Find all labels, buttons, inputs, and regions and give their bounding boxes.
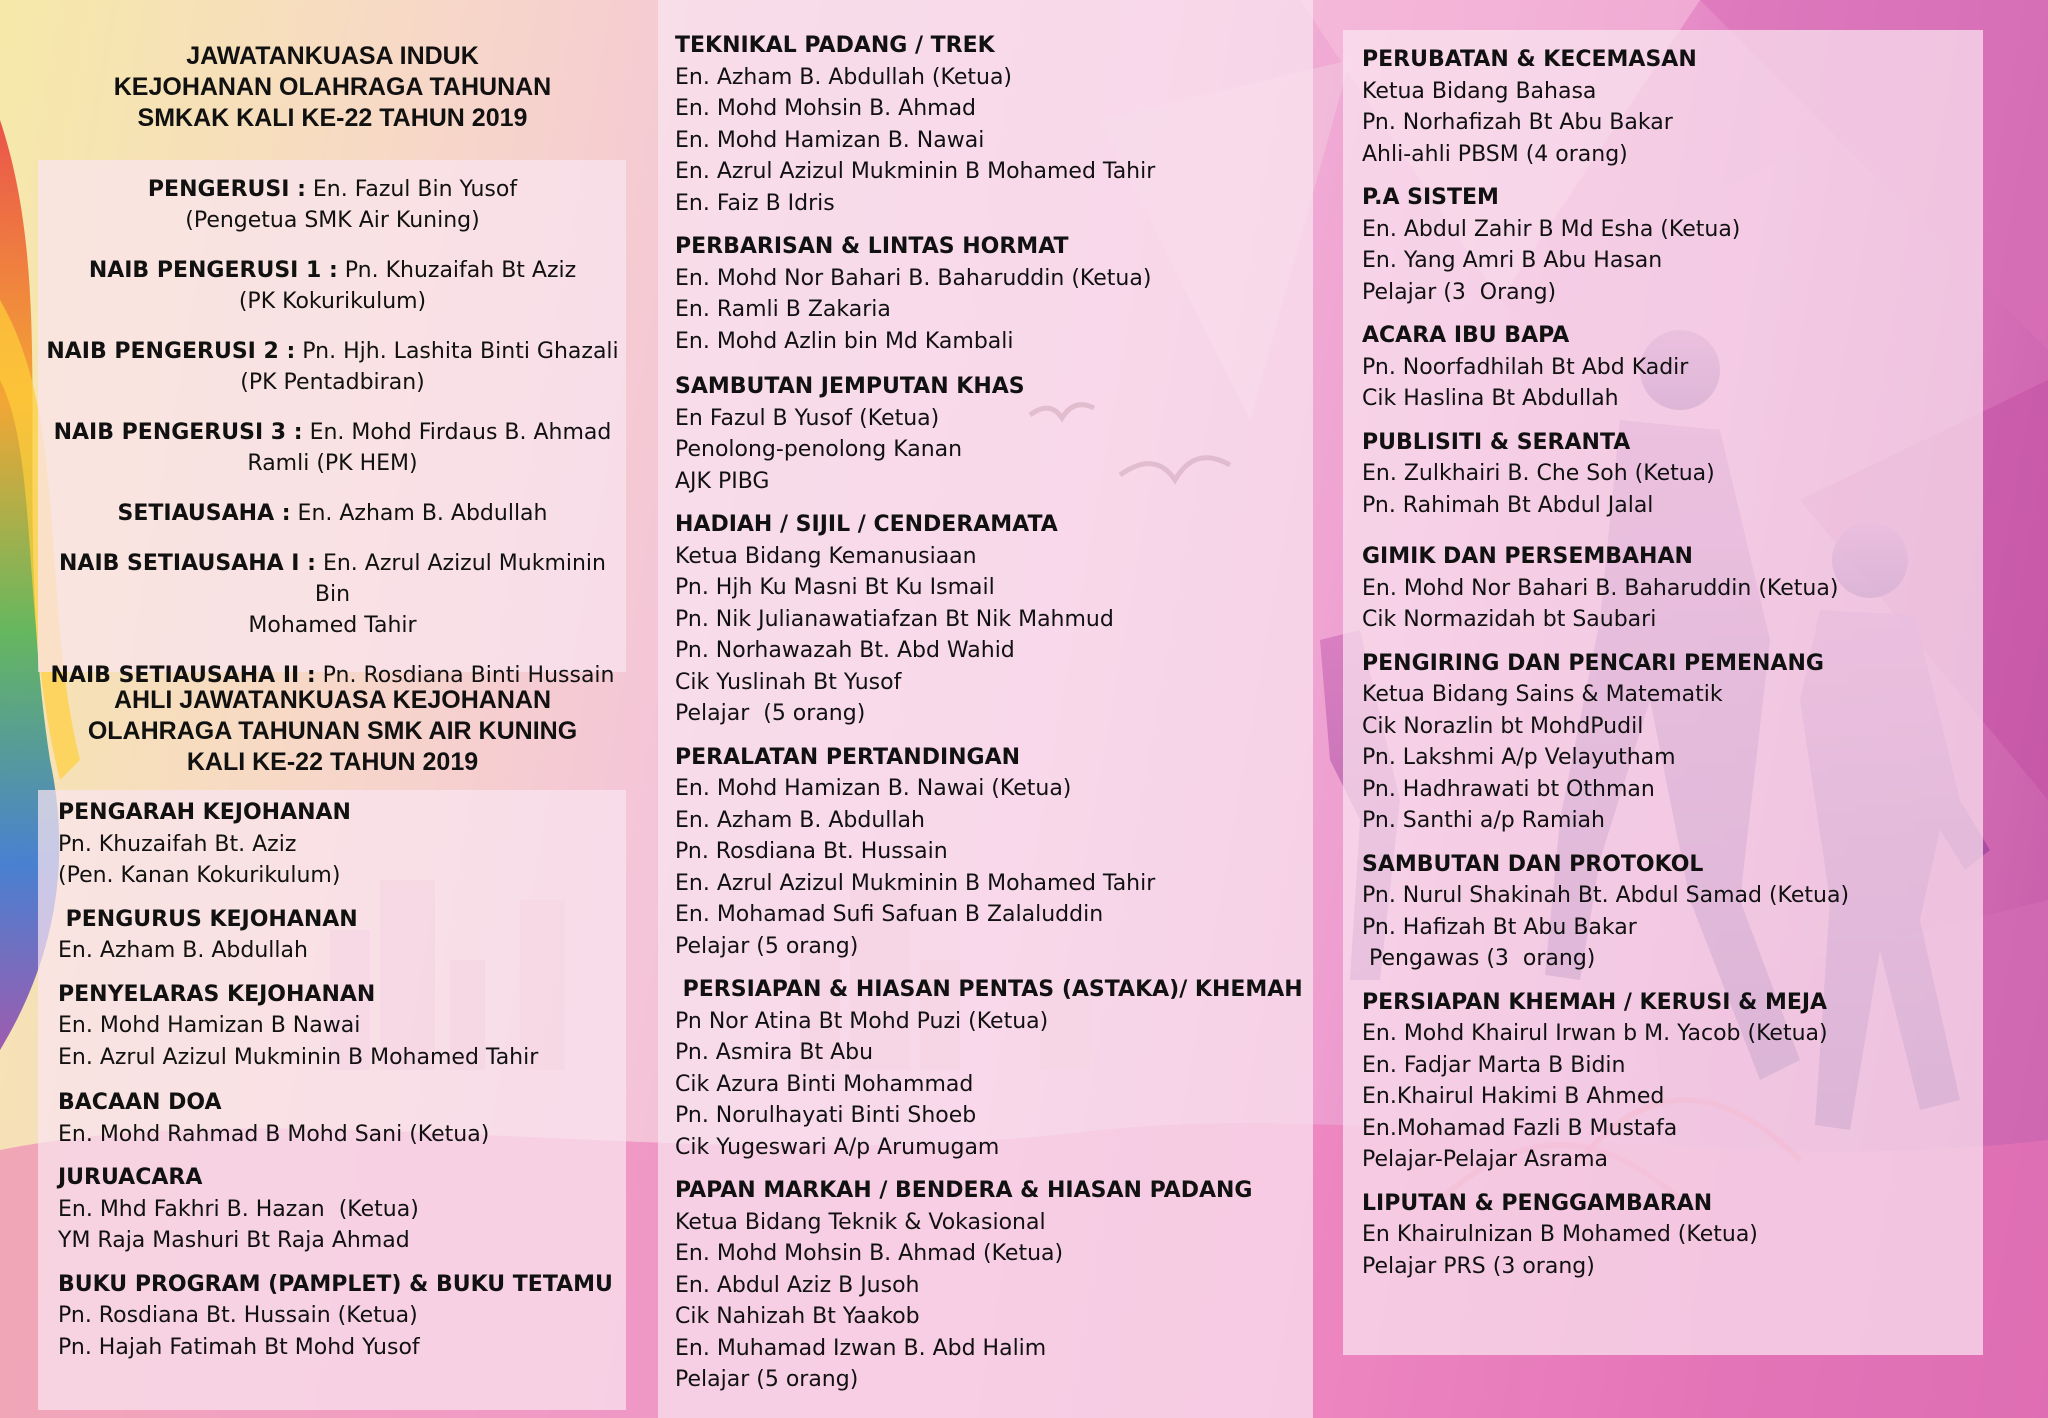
committee-section bbox=[1362, 849, 1982, 975]
member-name: Cik Norazlin bt MohdPudil bbox=[1362, 713, 1644, 739]
induk-name: Pn. Hjh. Lashita Binti Ghazali bbox=[295, 339, 619, 364]
member-name: En. Muhamad Izwan B. Abd Halim bbox=[675, 1335, 1047, 1361]
section-heading: PENGURUS KEJOHANAN bbox=[58, 906, 358, 932]
committee-section bbox=[58, 904, 618, 967]
induk-role: SETIAUSAHA : bbox=[117, 501, 291, 526]
member-name: Ketua Bidang Kemanusiaan bbox=[675, 543, 977, 569]
member-name: Pn Nor Atina Bt Mohd Puzi (Ketua) bbox=[675, 1008, 1049, 1034]
member-name: AJK PIBG bbox=[675, 468, 770, 494]
committee-section bbox=[675, 231, 1305, 357]
induk-name: Pn. Khuzaifah Bt Aziz bbox=[337, 258, 577, 283]
member-name: En. Azham B. Abdullah bbox=[675, 807, 925, 833]
member-name: En. Azham B. Abdullah bbox=[58, 938, 308, 963]
member-name: En. Mohd Nor Bahari B. Baharuddin (Ketua) bbox=[675, 265, 1152, 291]
committee-section bbox=[1362, 987, 1982, 1176]
section-heading: LIPUTAN & PENGGAMBARAN bbox=[1362, 1190, 1713, 1216]
induk-entry bbox=[40, 174, 625, 236]
committee-section bbox=[1362, 320, 1982, 415]
committee-section bbox=[675, 974, 1305, 1163]
committee-section bbox=[675, 371, 1305, 497]
induk-role: NAIB SETIAUSAHA I : bbox=[59, 551, 316, 576]
member-name: Pelajar-Pelajar Asrama bbox=[1362, 1147, 1608, 1172]
member-name: Penolong-penolong Kanan bbox=[675, 437, 963, 462]
member-name: En. Mohd Hamizan B. Nawai bbox=[675, 127, 985, 153]
member-name: Pn. Noorfadhilah Bt Abd Kadir bbox=[1362, 354, 1689, 380]
induk-subtitle: (Pengetua SMK Air Kuning) bbox=[185, 208, 480, 233]
member-name: En. Zulkhairi B. Che Soh (Ketua) bbox=[1362, 461, 1715, 486]
member-name: En. Faiz B Idris bbox=[675, 190, 835, 216]
member-name: (Pen. Kanan Kokurikulum) bbox=[58, 863, 341, 888]
committee-section bbox=[1362, 44, 1982, 170]
committee-section bbox=[1362, 648, 1982, 837]
section-heading: ACARA IBU BAPA bbox=[1362, 323, 1570, 348]
committee-section bbox=[1362, 182, 1982, 308]
column-3 bbox=[1362, 44, 1982, 1294]
section-heading: TEKNIKAL PADANG / TREK bbox=[675, 33, 995, 58]
member-name: Cik Yugeswari A/p Arumugam bbox=[675, 1134, 1000, 1160]
member-name: En. Azrul Azizul Mukminin B Mohamed Tahir bbox=[675, 870, 1156, 896]
induk-role: PENGERUSI : bbox=[147, 177, 306, 202]
section-heading: PENGARAH KEJOHANAN bbox=[58, 800, 351, 825]
member-name: Pn. Lakshmi A/p Velayutham bbox=[1362, 745, 1676, 770]
member-name: Pelajar (5 orang) bbox=[675, 701, 866, 726]
column-2 bbox=[675, 30, 1305, 1408]
committee-section bbox=[1362, 541, 1982, 636]
member-name: En. Azrul Azizul Mukminin B Mohamed Tahir bbox=[675, 159, 1156, 184]
member-name: Pn. Rosdiana Bt. Hussain bbox=[675, 839, 948, 864]
section-heading: HADIAH / SIJIL / CENDERAMATA bbox=[675, 512, 1058, 537]
member-name: En. Mohd Khairul Irwan b M. Yacob (Ketua) bbox=[1362, 1021, 1828, 1046]
member-name: En. Abdul Zahir B Md Esha (Ketua) bbox=[1362, 216, 1741, 242]
member-name: Pn. Norulhayati Binti Shoeb bbox=[675, 1103, 977, 1128]
ahli-title: AHLI JAWATANKUASA KEJOHANAN OLAHRAGA TAHUNAN SMK AIR KUNING KALI KE-22 TAHUN 2019 bbox=[87, 686, 578, 776]
induk-entry bbox=[40, 548, 625, 641]
member-name: Pelajar PRS (3 orang) bbox=[1362, 1253, 1595, 1279]
main-title: JAWATANKUASA INDUK KEJOHANAN OLAHRAGA TAHUNAN SMKAK KALI KE-22 TAHUN 2019 bbox=[113, 42, 552, 132]
member-name: Pn. Hjh Ku Masni Bt Ku Ismail bbox=[675, 575, 995, 600]
member-name: En. Ramli B Zakaria bbox=[675, 297, 891, 322]
member-name: En. Mohd Mohsin B. Ahmad (Ketua) bbox=[675, 1241, 1064, 1266]
committee-section bbox=[1362, 427, 1982, 522]
member-name: Ketua Bidang Teknik & Vokasional bbox=[675, 1209, 1046, 1235]
member-name: En. Mohd Hamizan B Nawai bbox=[58, 1013, 361, 1038]
induk-subtitle: Mohamed Tahir bbox=[248, 613, 417, 638]
member-name: Cik Azura Binti Mohammad bbox=[675, 1071, 974, 1097]
member-name: Cik Nahizah Bt Yaakob bbox=[675, 1304, 920, 1329]
member-name: Pn. Hafizah Bt Abu Bakar bbox=[1362, 914, 1637, 940]
section-heading: JURUACARA bbox=[58, 1165, 203, 1190]
induk-name: En. Azham B. Abdullah bbox=[290, 501, 548, 526]
member-name: En. Mohd Mohsin B. Ahmad bbox=[675, 96, 977, 121]
committee-section bbox=[675, 509, 1305, 730]
committee-section bbox=[58, 797, 618, 892]
member-name: Ketua Bidang Sains & Matematik bbox=[1362, 682, 1723, 707]
member-name: En.Khairul Hakimi B Ahmed bbox=[1362, 1084, 1665, 1109]
member-name: Pn. Khuzaifah Bt. Aziz bbox=[58, 831, 297, 857]
section-heading: SAMBUTAN DAN PROTOKOL bbox=[1362, 851, 1704, 877]
section-heading: PERSIAPAN KHEMAH / KERUSI & MEJA bbox=[1362, 989, 1828, 1015]
induk-role: NAIB PENGERUSI 2 : bbox=[46, 339, 296, 364]
induk-subtitle: (PK Pentadbiran) bbox=[240, 370, 425, 395]
induk-name: En. Fazul Bin Yusof bbox=[305, 177, 518, 202]
section-heading: BACAAN DOA bbox=[58, 1090, 222, 1115]
induk-list bbox=[40, 174, 625, 710]
member-name: En. Mohd Rahmad B Mohd Sani (Ketua) bbox=[58, 1121, 490, 1147]
member-name: Cik Normazidah bt Saubari bbox=[1362, 607, 1657, 632]
induk-role: NAIB PENGERUSI 1 : bbox=[88, 258, 338, 283]
member-name: Pn. Asmira Bt Abu bbox=[675, 1040, 874, 1065]
induk-subtitle: (PK Kokurikulum) bbox=[238, 289, 427, 314]
induk-subtitle: Ramli (PK HEM) bbox=[247, 451, 418, 476]
section-heading: PENGIRING DAN PENCARI PEMENANG bbox=[1362, 650, 1824, 676]
section-heading: BUKU PROGRAM (PAMPLET) & BUKU TETAMU bbox=[58, 1271, 613, 1297]
section-heading: PUBLISITI & SERANTA bbox=[1362, 429, 1631, 455]
committee-section bbox=[675, 30, 1305, 219]
induk-name: En. Azrul Azizul Mukminin Bin bbox=[314, 551, 606, 607]
member-name: En. Mohd Hamizan B. Nawai (Ketua) bbox=[675, 776, 1072, 801]
member-name: Pn. Hajah Fatimah Bt Mohd Yusof bbox=[58, 1334, 420, 1360]
committee-section bbox=[58, 1087, 618, 1150]
induk-role: NAIB SETIAUSAHA II : bbox=[50, 663, 316, 688]
member-name: Pn. Nurul Shakinah Bt. Abdul Samad (Ketua) bbox=[1362, 883, 1850, 908]
member-name: Ketua Bidang Bahasa bbox=[1362, 78, 1597, 104]
member-name: En. Fadjar Marta B Bidin bbox=[1362, 1052, 1626, 1078]
member-name: En. Azham B. Abdullah (Ketua) bbox=[675, 64, 1013, 90]
section-heading: GIMIK DAN PERSEMBAHAN bbox=[1362, 544, 1693, 569]
committee-section bbox=[58, 1162, 618, 1257]
member-name: Pn. Norhafizah Bt Abu Bakar bbox=[1362, 110, 1673, 135]
section-heading: PERALATAN PERTANDINGAN bbox=[675, 744, 1021, 770]
member-name: En Fazul B Yusof (Ketua) bbox=[675, 405, 940, 431]
column-1 bbox=[58, 797, 618, 1375]
member-name: YM Raja Mashuri Bt Raja Ahmad bbox=[58, 1228, 410, 1253]
induk-name: En. Mohd Firdaus B. Ahmad bbox=[302, 420, 612, 445]
member-name: Pelajar (5 orang) bbox=[675, 933, 859, 959]
member-name: Ahli-ahli PBSM (4 orang) bbox=[1362, 141, 1628, 167]
member-name: Pelajar (5 orang) bbox=[675, 1367, 859, 1392]
induk-entry bbox=[40, 417, 625, 479]
section-heading: PAPAN MARKAH / BENDERA & HIASAN PADANG bbox=[675, 1178, 1253, 1203]
member-name: Pn. Hadhrawati bt Othman bbox=[1362, 776, 1655, 802]
member-name: En. Mohamad Sufi Safuan B Zalaluddin bbox=[675, 902, 1104, 927]
member-name: Pn. Santhi a/p Ramiah bbox=[1362, 808, 1605, 833]
member-name: Pn. Rahimah Bt Abdul Jalal bbox=[1362, 492, 1654, 518]
committee-section bbox=[675, 742, 1305, 963]
member-name: En Khairulnizan B Mohamed (Ketua) bbox=[1362, 1222, 1758, 1247]
member-name: En. Mohd Azlin bin Md Kambali bbox=[675, 328, 1014, 354]
induk-entry bbox=[40, 255, 625, 317]
committee-section bbox=[58, 979, 618, 1074]
member-name: En. Azrul Azizul Mukminin B Mohamed Tahir bbox=[58, 1044, 539, 1070]
member-name: Pn. Norhawazah Bt. Abd Wahid bbox=[675, 638, 1015, 663]
member-name: Cik Yuslinah Bt Yusof bbox=[675, 669, 902, 695]
member-name: Pn. Nik Julianawatiafzan Bt Nik Mahmud bbox=[675, 606, 1114, 632]
committee-section bbox=[675, 1175, 1305, 1396]
member-name: En. Mhd Fakhri B. Hazan (Ketua) bbox=[58, 1196, 419, 1222]
member-name: Cik Haslina Bt Abdullah bbox=[1362, 386, 1619, 411]
member-name: En. Yang Amri B Abu Hasan bbox=[1362, 248, 1663, 273]
section-heading: PENYELARAS KEJOHANAN bbox=[58, 981, 376, 1007]
member-name: Pelajar (3 Orang) bbox=[1362, 279, 1557, 305]
induk-role: NAIB PENGERUSI 3 : bbox=[53, 420, 303, 445]
member-name: En. Mohd Nor Bahari B. Baharuddin (Ketua) bbox=[1362, 575, 1839, 601]
member-name: En.Mohamad Fazli B Mustafa bbox=[1362, 1115, 1678, 1141]
section-heading: SAMBUTAN JEMPUTAN KHAS bbox=[675, 374, 1025, 399]
member-name: Pengawas (3 orang) bbox=[1362, 946, 1596, 971]
section-heading: PERUBATAN & KECEMASAN bbox=[1362, 47, 1697, 72]
section-heading: PERBARISAN & LINTAS HORMAT bbox=[675, 234, 1069, 259]
member-name: En. Abdul Aziz B Jusoh bbox=[675, 1272, 920, 1298]
member-name: Pn. Rosdiana Bt. Hussain (Ketua) bbox=[58, 1303, 418, 1328]
induk-entry bbox=[40, 498, 625, 529]
committee-section bbox=[58, 1269, 618, 1364]
section-heading: PERSIAPAN & HIASAN PENTAS (ASTAKA)/ KHEMAH bbox=[675, 977, 1303, 1002]
section-heading: P.A SISTEM bbox=[1362, 185, 1499, 210]
committee-section bbox=[1362, 1188, 1982, 1283]
induk-name: Pn. Rosdiana Binti Hussain bbox=[315, 663, 615, 688]
induk-entry bbox=[40, 336, 625, 398]
